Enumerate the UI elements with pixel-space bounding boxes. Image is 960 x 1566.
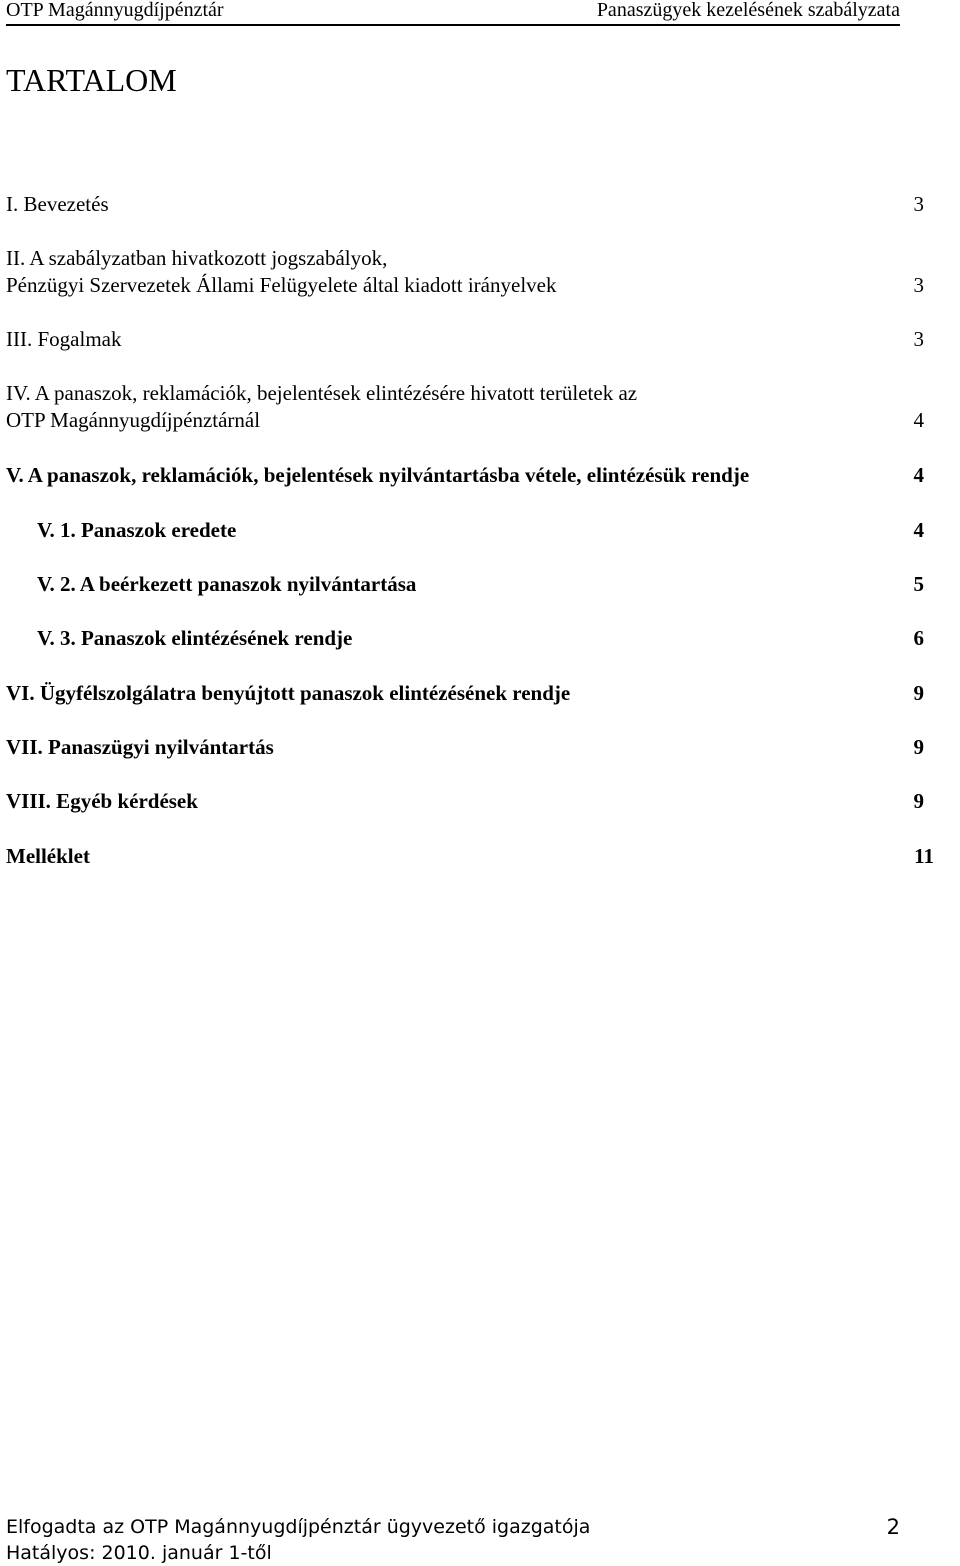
toc-entry-text: IV. A panaszok, reklamációk, bejelentések elintézésére hivatott területek az [6,381,638,405]
toc-entry-text: Pénzügyi Szervezetek Állami Felügyelete által kiadott irányelvek [6,273,557,297]
toc-entry-text: VII. Panaszügyi nyilvántartás [6,735,274,759]
toc-entry-text: V. 1. Panaszok eredete [37,518,237,542]
toc-entry-text: VIII. Egyéb kérdések [6,789,198,813]
toc-entry-text: V. A panaszok, reklamációk, bejelentések nyilvántartásba vétele, elintézésük rendje [6,463,750,487]
toc-entry-text: OTP Magánnyugdíjpénztárnál [6,408,261,432]
toc-entry-page: 3 [913,192,924,216]
toc-entry-page: 9 [913,789,924,813]
page-number: 2 [886,1515,900,1539]
footer-approval-text: Elfogadta az OTP Magánnyugdíjpénztár ügyvezető igazgatója [6,1516,591,1538]
toc-entry-text: VI. Ügyfélszolgálatra benyújtott panaszok elintézésének rendje [6,681,571,705]
toc-entry-page: 11 [914,844,934,868]
page-header [6,0,900,26]
page-title: TARTALOM [6,62,177,98]
toc-entry-page: 9 [913,735,924,759]
header-doc-title: Panaszügyek kezelésének szabályzata [596,0,900,21]
toc-entry-text: I. Bevezetés [6,192,109,216]
toc-entry-page: 4 [913,463,924,487]
toc-entry-text: V. 3. Panaszok elintézésének rendje [37,626,353,650]
toc-entry-text: II. A szabályzatban hivatkozott jogszabályok, [6,246,388,270]
toc-entry-page: 9 [913,681,924,705]
header-org-name: OTP Magánnyugdíjpénztár [6,0,224,21]
toc-entry-page: 3 [913,327,924,351]
toc-entry-text: III. Fogalmak [6,327,122,351]
page-footer [6,1514,900,1566]
toc-entry-text: V. 2. A beérkezett panaszok nyilvántartása [37,572,417,596]
toc-entry-page: 6 [913,626,924,650]
footer-effective-date: Hatályos: 2010. január 1-től [6,1542,272,1564]
toc-entry-page: 5 [913,572,924,596]
toc-entry-page: 4 [913,518,924,542]
toc-entry-page: 4 [913,408,924,432]
toc-entry-page: 3 [913,273,924,297]
toc-entry-text: Melléklet [6,844,90,868]
